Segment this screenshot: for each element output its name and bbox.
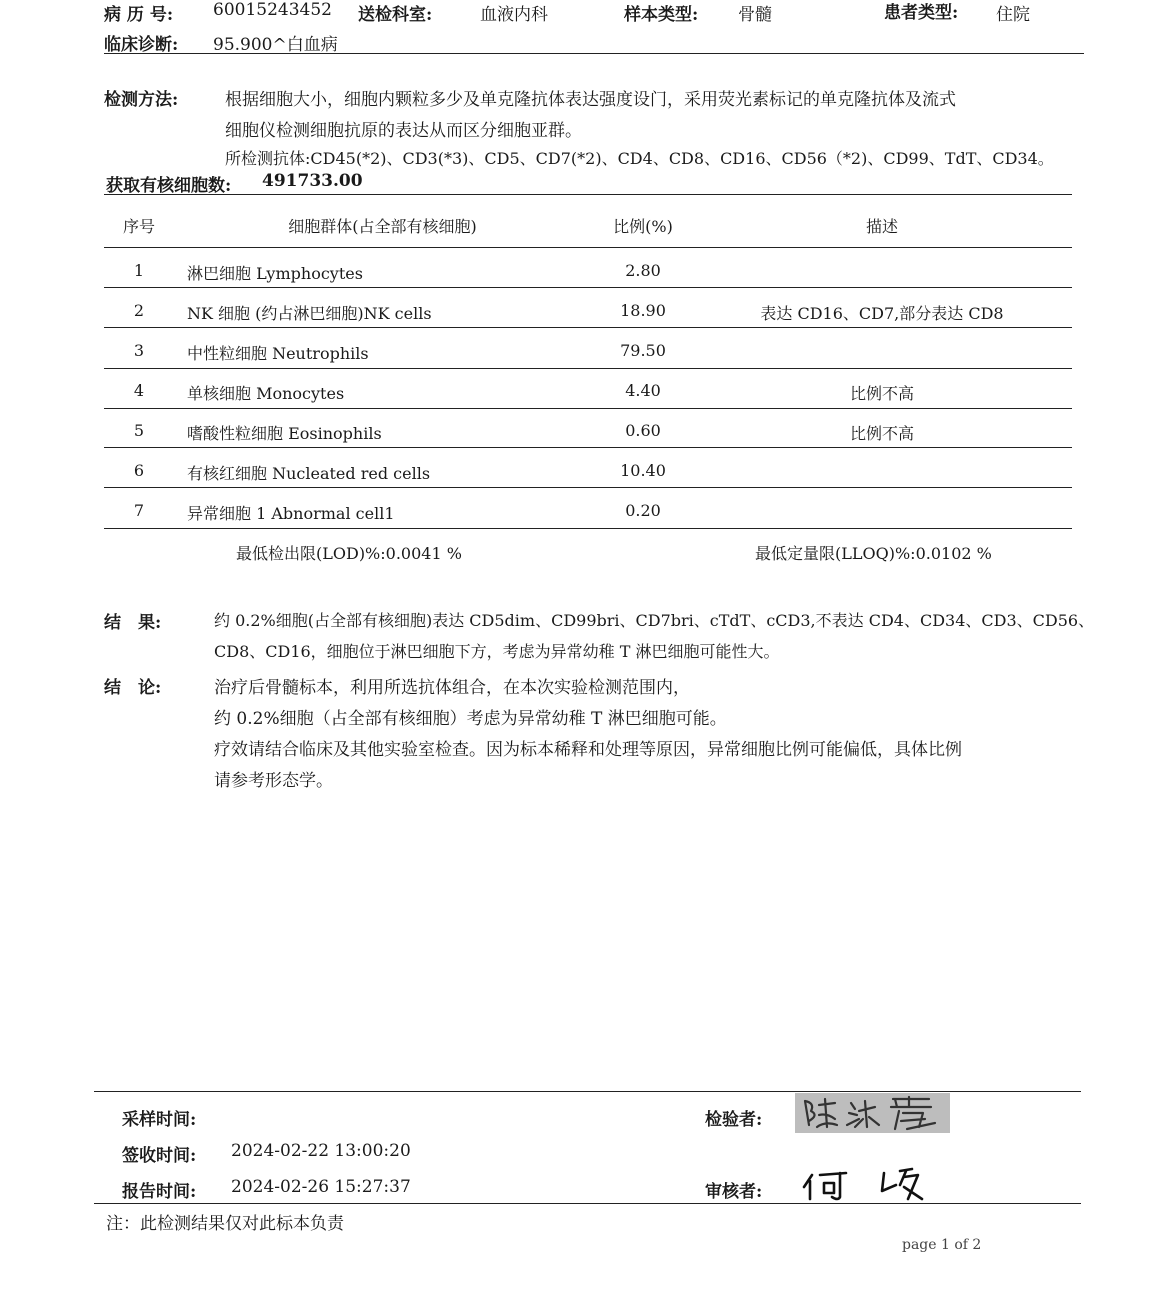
footer-top-divider [94,1091,1081,1092]
table-row-desc: 比例不高 [849,424,914,443]
receive-time-label: 签收时间: [122,1146,197,1166]
method-label: 检测方法: [104,90,179,110]
footer-bottom-divider [94,1203,1081,1204]
method-line-1: 根据细胞大小，细胞内颗粒多少及单克隆抗体表达强度设门，采用荧光素标记的单克隆抗体及流式 [225,90,956,110]
receive-time-value: 2024-02-22 13:00:20 [231,1141,411,1161]
reviewer-label: 审核者: [705,1182,763,1202]
table-row-no: 6 [133,461,145,480]
table-row-divider [104,447,1072,448]
lod-value: 最低检出限(LOD)%:0.0041 % [236,544,462,563]
cells-count-value: 491733.00 [262,171,363,191]
table-header-divider [104,247,1072,248]
tester-label: 检验者: [705,1110,763,1130]
table-row-divider [104,408,1072,409]
table-row-no: 5 [133,421,145,440]
sample-label: 样本类型: [624,5,699,25]
table-row-group: 有核红细胞 Nucleated red cells [187,464,431,483]
reviewer-signature [800,1165,950,1205]
record-no-label: 病 历 号: [104,5,174,25]
patient-type-value: 住院 [996,5,1030,25]
table-row-no: 7 [133,501,145,520]
conclusion-line-2: 约 0.2%细胞（占全部有核细胞）考虑为异常幼稚 T 淋巴细胞可能。 [214,709,727,729]
table-row-group: NK 细胞 (约占淋巴细胞)NK cells [187,304,432,323]
sample-value: 骨髓 [738,5,772,25]
diagnosis-label: 临床诊断: [104,35,179,55]
table-row-group: 淋巴细胞 Lymphocytes [187,264,363,283]
result-line-1: 约 0.2%细胞(占全部有核细胞)表达 CD5dim、CD99bri、CD7bri、cTdT、cCD3,不表达 CD4、CD34、CD3、CD56、 [214,611,1095,630]
table-row-group: 异常细胞 1 Abnormal cell1 [187,504,395,523]
table-row-group: 中性粒细胞 Neutrophils [187,344,369,363]
tester-signature [795,1093,950,1133]
method-antibodies: 所检测抗体:CD45(*2)、CD3(*3)、CD5、CD7(*2)、CD4、CD8、CD16、CD56（*2)、CD99、TdT、CD34。 [225,149,1054,168]
table-row-ratio: 10.40 [620,461,666,480]
footer-note: 注：此检测结果仅对此标本负责 [106,1214,344,1234]
table-header-ratio: 比例(%) [613,217,673,236]
table-row-group: 嗜酸性粒细胞 Eosinophils [187,424,382,443]
conclusion-line-3: 疗效请结合临床及其他实验室检查。因为标本稀释和处理等原因，异常细胞比例可能偏低，具体比例 [214,740,962,760]
table-top-border [104,194,1072,195]
diagnosis-value: 95.900^白血病 [213,35,338,55]
table-row-divider [104,327,1072,328]
table-bottom-border [104,528,1072,529]
table-row-no: 3 [133,341,145,360]
table-header-no: 序号 [122,217,155,236]
table-row-ratio: 2.80 [625,261,661,280]
table-row-ratio: 0.20 [625,501,661,520]
patient-type-label: 患者类型: [884,3,959,23]
dept-value: 血液内科 [480,5,548,25]
table-row-divider [104,487,1072,488]
table-row-desc: 表达 CD16、CD7,部分表达 CD8 [760,304,1004,323]
table-header-group: 细胞群体(占全部有核细胞) [288,217,477,236]
table-row-divider [104,368,1072,369]
table-row-no: 1 [133,261,145,280]
conclusion-label: 结 论: [104,678,162,698]
table-row-ratio: 0.60 [625,421,661,440]
page-number: page 1 of 2 [902,1237,982,1253]
conclusion-line-4: 请参考形态学。 [214,771,333,791]
sample-time-label: 采样时间: [122,1110,197,1130]
lloq-value: 最低定量限(LLOQ)%:0.0102 % [755,544,992,563]
record-no-value: 60015243452 [213,0,332,20]
report-time-value: 2024-02-26 15:27:37 [231,1177,411,1197]
table-row-divider [104,287,1072,288]
table-row-ratio: 79.50 [620,341,666,360]
method-line-2: 细胞仪检测细胞抗原的表达从而区分细胞亚群。 [225,121,582,141]
table-row-desc: 比例不高 [849,384,914,403]
cells-count-label: 获取有核细胞数: [106,176,232,196]
table-row-ratio: 18.90 [620,301,666,320]
result-line-2: CD8、CD16，细胞位于淋巴细胞下方，考虑为异常幼稚 T 淋巴细胞可能性大。 [214,642,780,661]
table-header-desc: 描述 [865,217,898,236]
table-row-ratio: 4.40 [625,381,661,400]
conclusion-line-1: 治疗后骨髓标本，利用所选抗体组合，在本次实验检测范围内， [214,678,690,698]
table-row-group: 单核细胞 Monocytes [187,384,345,403]
table-row-no: 4 [133,381,145,400]
table-row-no: 2 [133,301,145,320]
result-label: 结 果: [104,613,162,633]
report-time-label: 报告时间: [122,1182,197,1202]
header-divider [104,53,1084,54]
dept-label: 送检科室: [358,5,433,25]
